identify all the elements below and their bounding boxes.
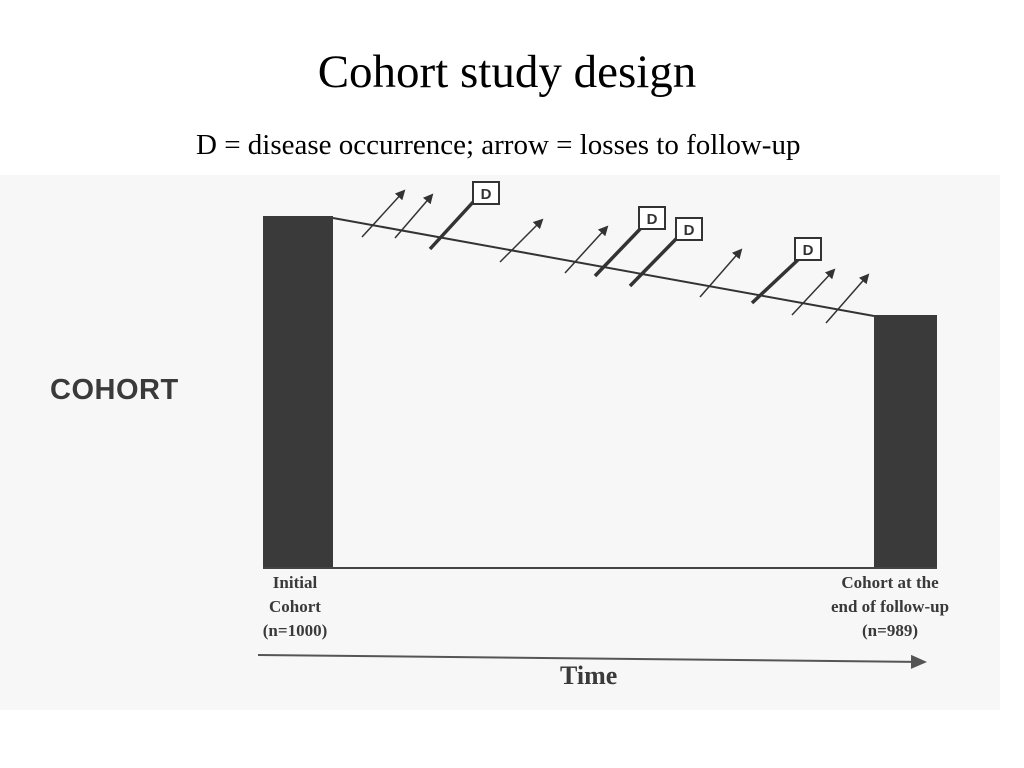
disease-marker-label: D [480, 186, 492, 203]
page-title: Cohort study design [317, 46, 697, 98]
end-cohort-block [874, 315, 937, 568]
end-cohort-label [800, 571, 980, 643]
time-axis-label: Time [560, 661, 618, 690]
loss-to-follow-up-arrow [826, 275, 868, 323]
end-cohort-label-line3: (n=989) [862, 621, 918, 640]
disease-occurrence-line [752, 258, 800, 303]
initial-cohort-label-line2: Cohort [269, 597, 321, 616]
initial-cohort-label-line1: Initial [272, 573, 318, 592]
initial-cohort-label [240, 571, 350, 643]
initial-cohort-label-line3: (n=1000) [262, 621, 328, 640]
disease-marker-label: D [683, 222, 695, 239]
page-subtitle: D = disease occurrence; arrow = losses to follow-up [196, 129, 801, 161]
end-cohort-label-line1: Cohort at the [841, 573, 939, 592]
cohort-axis-label: COHORT [50, 374, 179, 406]
disease-marker-label: D [646, 211, 658, 228]
disease-occurrence-line [595, 226, 643, 276]
loss-to-follow-up-arrow [395, 195, 432, 238]
initial-cohort-block [263, 216, 333, 568]
end-cohort-label-line2: end of follow-up [830, 597, 950, 616]
disease-marker-label: D [802, 242, 814, 259]
